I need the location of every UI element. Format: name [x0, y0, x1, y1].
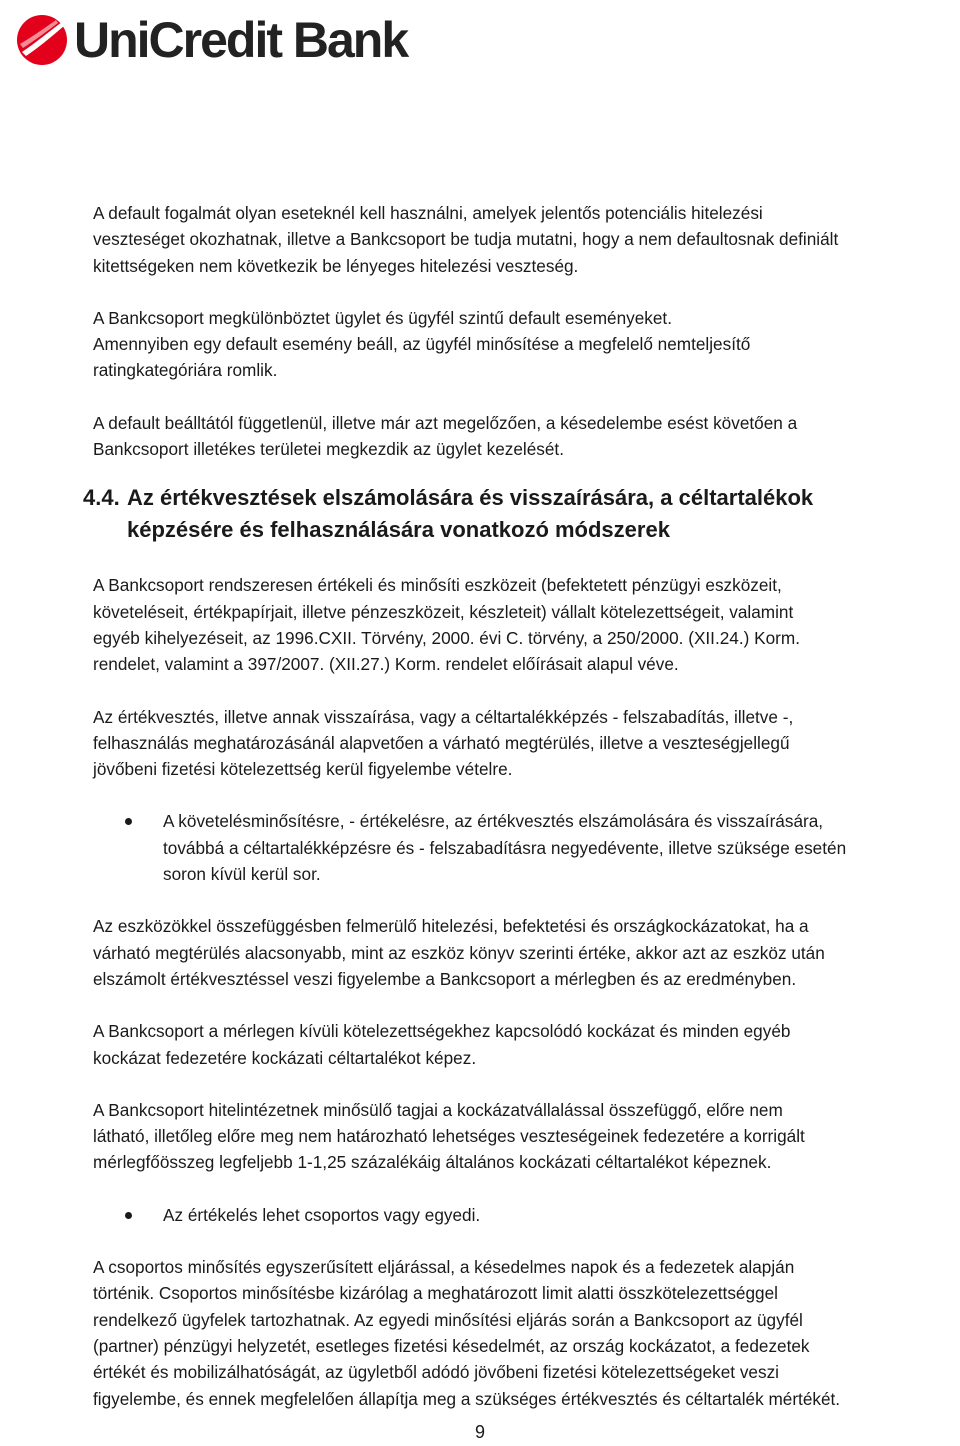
text-line: kitettségeken nem következik be lényeges hitelezési veszteség. [93, 255, 579, 276]
text-line: A Bankcsoport megkülönböztet ügylet és ügyfél szintű default eseményeket. [93, 307, 672, 328]
text-line: ratingkategóriára romlik. [93, 360, 278, 381]
text-line: Az eszközökkel összefüggésben felmerülő hitelezési, befektetési és országkockázatokat, ha a [93, 916, 809, 937]
text-line: követeléseit, értékpapírjait, illetve pénzeszközeit, készleteit) vállalt kötelezettségeit, valamint [93, 601, 794, 622]
text-line: A Bankcsoport rendszeresen értékeli és minősíti eszközeit (befektetett pénzügyi eszközeit, [93, 575, 782, 596]
text-line: várható megtérülés alacsonyabb, mint az eszköz könyv szerinti értéke, akkor azt az eszköz után [93, 942, 825, 963]
paragraph-default-events [93, 305, 959, 384]
section-number: 4.4. [83, 485, 120, 511]
text-line: rendelkező ügyfelek tartozhatnak. Az egyedi minősítési eljárás során a Bankcsoport az ügyfél [93, 1309, 803, 1330]
paragraph-group-evaluation [93, 1254, 959, 1412]
paragraph-impairment [93, 704, 959, 783]
text-line: Amennyiben egy default esemény beáll, az ügyfél minősítése a megfelelő nemteljesítő [93, 334, 751, 355]
text-line: Az értékelés lehet csoportos vagy egyedi. [163, 1204, 481, 1225]
section-title-line: képzésére és felhasználására vonatkozó módszerek [127, 517, 670, 543]
text-line: A csoportos minősítés egyszerűsített eljárással, a késedelmes napok és a fedezetek alapján [93, 1257, 795, 1278]
text-line: soron kívül kerül sor. [163, 864, 321, 885]
text-line: veszteséget okozhatnak, illetve a Bankcsoport be tudja mutatni, hogy a nem defaultosnak definiált [93, 229, 839, 250]
page-number: 9 [474, 1422, 485, 1442]
paragraph-credit-risks [93, 913, 959, 992]
unicredit-logo [16, 14, 407, 66]
text-line: felhasználás meghatározásánál alapvetően a várható megtérülés, illetve a veszteségjellegű [93, 732, 790, 753]
bullet-icon [125, 1212, 132, 1219]
paragraph-general-provision [93, 1097, 959, 1176]
text-line: A Bankcsoport hitelintézetnek minősülő tagjai a kockázatvállalással összefüggő, előre nem [93, 1099, 783, 1120]
text-line: figyelembe, és ennek megfelelően állapítja meg a szükséges értékvesztés és céltartalék mértékét. [93, 1388, 841, 1409]
text-line: mérlegfőösszeg legfeljebb 1-1,25 százalékáig általános kockázati céltartalékot képeznek. [93, 1152, 772, 1173]
text-line: Az értékvesztés, illetve annak visszaírása, vagy a céltartalékképzés - felszabadítás, illetve -, [93, 706, 794, 727]
list-item [92, 1202, 959, 1228]
text-line: A default beálltától függetlenül, illetve már azt megelőzően, a késedelembe esést követően a [93, 412, 798, 433]
text-line: látható, illetőleg előre meg nem határozható lehetséges veszteségeinek fedezetére a korrigált [93, 1126, 805, 1147]
text-line: rendelet, valamint a 397/2007. (XII.27.) Korm. rendelet előírásait alapul véve. [93, 654, 679, 675]
text-line: egyéb kihelyezéseit, az 1996.CXII. Törvény, 2000. évi C. törvény, a 250/2000. (XII.24.) Korm. [93, 627, 800, 648]
bullet-icon [125, 818, 132, 825]
section-title-line: Az értékvesztések elszámolására és visszaírására, a céltartalékok [127, 485, 814, 511]
text-line: kockázat fedezetére kockázati céltartalékot képez. [93, 1047, 477, 1068]
paragraph-asset-evaluation [93, 572, 959, 677]
text-line: jövőbeni fizetési kötelezettség kerül figyelembe vételre. [93, 759, 513, 780]
paragraph-default-handling [93, 410, 959, 463]
text-line: A Bankcsoport a mérlegen kívüli kötelezettségekhez kapcsolódó kockázat és minden egyéb [93, 1021, 791, 1042]
text-line: értékét és mobilizálhatóságát, az ügyletből adódó jövőbeni fizetési kötelezettségeket veszi [93, 1362, 779, 1383]
logo-text: UniCredit Bank [74, 12, 408, 68]
text-line: (partner) pénzügyi helyzetét, esetleges fizetési késedelmét, az ország kockázatot, a fedezetek [93, 1335, 810, 1356]
unicredit-logo-icon [16, 14, 68, 66]
paragraph-off-balance [93, 1018, 959, 1071]
list-item [92, 808, 959, 887]
section-heading [83, 482, 959, 546]
text-line: továbbá a céltartalékképzésre és - felszabadításra negyedévente, illetve szüksége esetén [163, 837, 847, 858]
text-line: A követelésminősítésre, - értékelésre, az értékvesztés elszámolására és visszaírására, [163, 811, 824, 832]
text-line: Bankcsoport illetékes területei megkezdik az ügylet kezelését. [93, 439, 564, 460]
document-body [83, 200, 959, 1412]
text-line: történik. Csoportos minősítésbe kizárólag a meghatározott limit alatti összkötelezettséggel [93, 1283, 778, 1304]
text-line: A default fogalmát olyan eseteknél kell használni, amelyek jelentős potenciális hitelezési [93, 203, 763, 223]
paragraph-default-definition [93, 200, 959, 279]
text-line: elszámolt értékvesztéssel veszi figyelembe a Bankcsoport a mérlegben és az eredményben. [93, 968, 797, 989]
